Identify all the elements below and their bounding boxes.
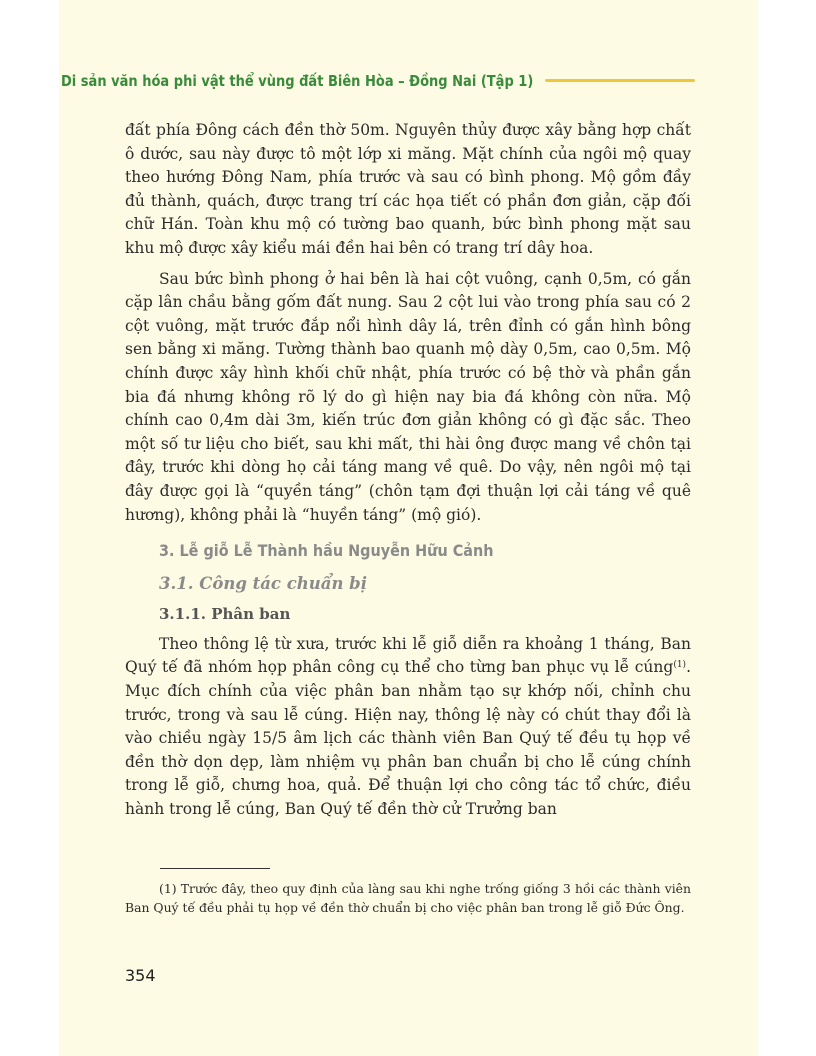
footnote: (1) Trước đây, theo quy định của làng sau khi nghe trống giống 3 hồi các thành viên Ban Quý tế đều phải tụ họp về đền thờ chuẩn bị cho việc phân ban trong lễ giỗ Đức Ông. (125, 881, 691, 915)
paragraph-3-part-1: Theo thông lệ từ xưa, trước khi lễ giỗ diễn ra khoảng 1 tháng, Ban Quý tế đã nhóm họp phân công cụ thể cho từng ban phục vụ lễ cúng (125, 634, 691, 677)
header-rule (545, 79, 695, 82)
section-heading: 3. Lễ giỗ Lễ Thành hầu Nguyễn Hữu Cảnh (159, 541, 494, 561)
body-text (125, 119, 691, 822)
footnote-divider (160, 868, 270, 869)
paragraph-2: Sau bức bình phong ở hai bên là hai cột vuông, cạnh 0,5m, có gắn cặp lân chầu bằng gốm đất nung. Sau 2 cột lui vào trong phía sau có 2 cột vuông, mặt trước đắp nổi hình dây lá, trên đỉnh có gắn hình bông sen bằng xi măng. Tường thành bao quanh mộ dày 0,5m, cao 0,5m. Mộ chính được xây hình khối chữ nhật, phía trước có bệ thờ và phần gắn bia đá nhưng không rõ lý do gì hiện nay bia đá không còn nữa. Mộ chính cao 0,4m dài 3m, kiến trúc đơn giản không có gì đặc sắc. Theo một số tư liệu cho biết, sau khi mất, thi hài ông được mang về chôn tại đây, trước khi dòng họ cải táng mang về quê. Do vậy, nên ngôi mộ tại đây được gọi là “quyền táng” (chôn tạm đợi thuận lợi cải táng về quê hương), không phải là “huyền táng” (mộ gió). (125, 269, 691, 524)
footnote-reference: (1) (673, 660, 687, 671)
subsection-heading: 3.1. Công tác chuẩn bị (159, 573, 367, 593)
page-number: 354 (125, 966, 156, 985)
paragraph-1: đất phía Đông cách đền thờ 50m. Nguyên thủy được xây bằng hợp chất ô dước, sau này được tô một lớp xi măng. Mặt chính của ngôi mộ quay theo hướng Đông Nam, phía trước và sau có bình phong. Mộ gồm đầy đủ thành, quách, được trang trí các họa tiết có phần đơn giản, cặp đối chữ Hán. Toàn khu mộ có tường bao quanh, bức bình phong mặt sau khu mộ được xây kiểu mái đền hai bên có trang trí dây hoa. (125, 121, 691, 257)
paragraph-3 (125, 633, 691, 822)
subsubsection-heading: 3.1.1. Phân ban (159, 605, 291, 624)
running-title: Di sản văn hóa phi vật thể vùng đất Biên Hòa – Đồng Nai (Tập 1) (61, 72, 534, 90)
running-header (61, 69, 695, 93)
paragraph-3-part-2: . Mục đích chính của việc phân ban nhằm tạo sự khớp nối, chỉnh chu trước, trong và sau lễ cúng. Hiện nay, thông lệ này có chút thay đổi là vào chiều ngày 15/5 âm lịch các thành viên Ban Quý tế đều tụ họp về đền thờ dọn dẹp, làm nhiệm vụ phân ban chuẩn bị cho lễ cúng chính trong lễ giỗ, chưng hoa, quả. Để thuận lợi cho công tác tổ chức, điều hành trong lễ cúng, Ban Quý tế đền thờ cử Trưởng ban (125, 658, 691, 819)
